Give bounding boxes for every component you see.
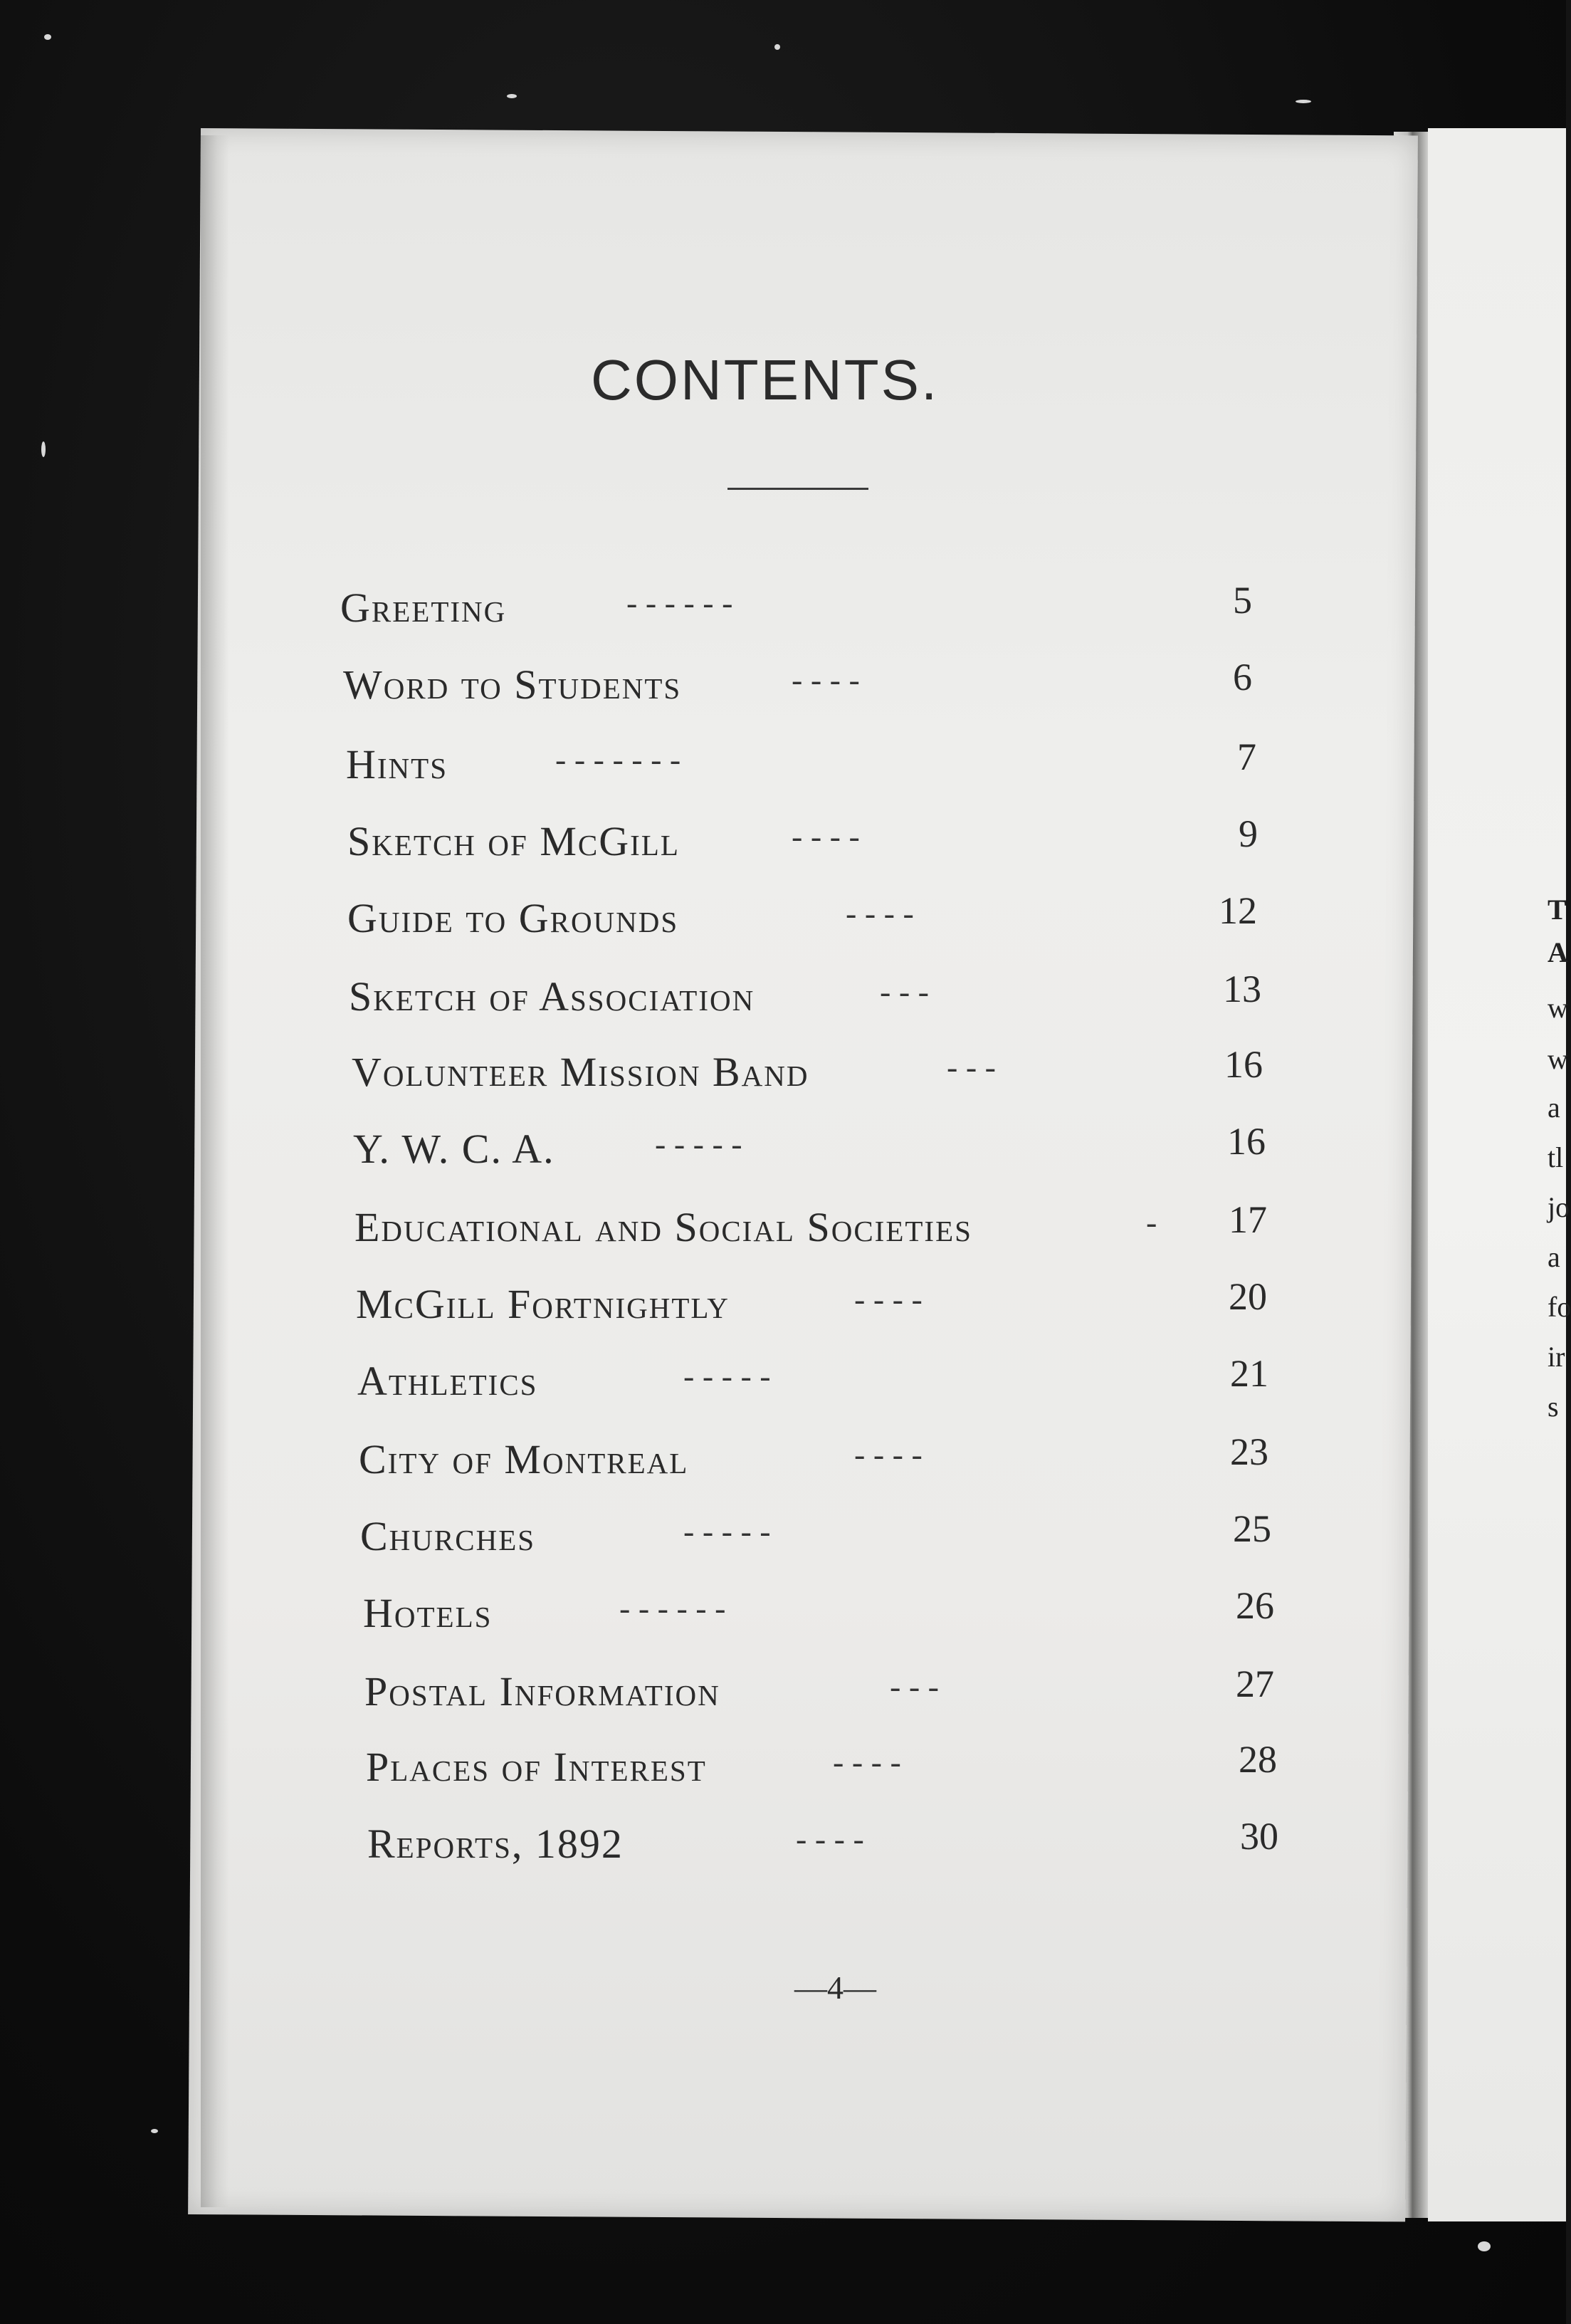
facing-page-fragment: w	[1548, 992, 1568, 1024]
contents-page	[188, 128, 1418, 2221]
toc-entry-page: 17	[1229, 1198, 1267, 1241]
toc-entry-title: Sketch of McGill	[347, 818, 680, 864]
toc-entry-title: Educational and Social Societies	[354, 1204, 972, 1250]
toc-entry	[352, 1043, 1348, 1095]
leader-dashes: - - -	[947, 1049, 996, 1085]
title-rule	[727, 488, 868, 490]
toc-entry	[359, 1430, 1355, 1482]
facing-page-fragment: ir	[1548, 1341, 1565, 1373]
toc-entry-page: 25	[1233, 1507, 1271, 1550]
leader-dashes: - - - -	[796, 1821, 864, 1857]
toc-entry	[343, 656, 1340, 708]
toc-entry-title: Guide to Grounds	[347, 895, 679, 941]
toc-entry-title: Athletics	[357, 1358, 538, 1404]
toc-entry-title: Hints	[346, 741, 448, 787]
toc-entry-page: 13	[1223, 968, 1261, 1010]
facing-page-fragment: A	[1548, 936, 1568, 968]
toc-entry-page: 6	[1233, 656, 1252, 698]
leader-dashes: - - - -	[833, 1744, 901, 1780]
dust-speck	[1478, 2241, 1491, 2251]
dust-speck	[151, 2129, 158, 2133]
page-title: CONTENTS.	[591, 348, 940, 412]
leader-dashes: - - - -	[854, 1281, 923, 1317]
toc-entry-page: 12	[1219, 889, 1257, 932]
toc-entry	[360, 1507, 1357, 1559]
leader-dashes: - - -	[890, 1668, 939, 1705]
page-edge-shadow	[201, 135, 229, 2207]
toc-entry	[363, 1584, 1360, 1636]
toc-entry-page: 7	[1237, 736, 1256, 778]
dust-speck	[507, 94, 517, 98]
toc-entry-title: Postal Information	[364, 1668, 720, 1715]
leader-dashes: - - - - -	[655, 1126, 742, 1162]
toc-entry-page: 16	[1227, 1120, 1266, 1163]
toc-entry-title: Churches	[360, 1513, 536, 1559]
toc-entry-title: McGill Fortnightly	[356, 1281, 730, 1327]
leader-dashes: - - - - -	[683, 1358, 771, 1394]
toc-entry-title: City of Montreal	[359, 1436, 689, 1482]
dust-speck	[774, 44, 780, 50]
facing-page-fragment: tl	[1548, 1141, 1564, 1173]
toc-entry-title: Reports, 1892	[367, 1821, 624, 1867]
facing-page-fragment: jo	[1548, 1191, 1570, 1223]
page-number: —4—	[794, 1969, 876, 2006]
leader-dashes: - - - - - -	[626, 585, 733, 621]
leader-dashes: - - - - - - -	[555, 741, 681, 778]
leader-dashes: - - - -	[854, 1436, 923, 1472]
toc-entry-title: Word to Students	[343, 661, 682, 708]
leader-dashes: - - - - -	[683, 1513, 771, 1549]
toc-entry-title: Greeting	[340, 585, 507, 631]
leader-dashes: - - - - - -	[619, 1590, 726, 1626]
facing-page-fragment: a	[1548, 1092, 1560, 1124]
toc-entry-title: Volunteer Mission Band	[352, 1049, 809, 1095]
toc-entry-page: 30	[1240, 1815, 1278, 1858]
toc-entry-page: 9	[1239, 812, 1258, 855]
dust-speck	[41, 441, 46, 457]
toc-entry-page: 16	[1224, 1043, 1263, 1086]
facing-page-fragment: s	[1548, 1391, 1559, 1423]
toc-entry-page: 27	[1236, 1663, 1274, 1705]
facing-page-fragment: T	[1548, 894, 1567, 926]
toc-entry	[347, 889, 1344, 941]
toc-entry	[367, 1815, 1364, 1867]
dust-speck	[1296, 100, 1311, 103]
toc-entry-page: 28	[1239, 1738, 1277, 1781]
toc-entry-page: 26	[1236, 1584, 1274, 1627]
toc-entry	[349, 968, 1345, 1020]
dust-speck	[44, 34, 51, 40]
facing-page	[1428, 128, 1566, 2221]
facing-page-fragment: w	[1548, 1043, 1568, 1075]
leader-dashes: - - -	[880, 973, 929, 1010]
toc-entry-page: 21	[1230, 1352, 1268, 1395]
toc-entry	[357, 1352, 1354, 1404]
toc-entry-title: Hotels	[363, 1590, 493, 1636]
toc-entry	[347, 812, 1344, 864]
toc-entry	[364, 1663, 1361, 1715]
toc-entry	[353, 1120, 1350, 1172]
leader-dashes: - - - -	[792, 818, 860, 854]
toc-entry-page: 23	[1230, 1430, 1268, 1473]
toc-entry	[354, 1198, 1351, 1250]
toc-entry	[366, 1738, 1362, 1790]
toc-entry-title: Places of Interest	[366, 1744, 707, 1790]
leader-dashes: - - - -	[792, 661, 860, 698]
leader-dashes: - - - -	[846, 895, 914, 931]
facing-page-fragment: a	[1548, 1241, 1560, 1273]
facing-page-fragment: fo	[1548, 1291, 1571, 1323]
toc-entry	[356, 1275, 1352, 1327]
toc-entry-title: Y. W. C. A.	[353, 1126, 555, 1172]
toc-entry-page: 5	[1233, 579, 1252, 622]
toc-entry-page: 20	[1229, 1275, 1267, 1318]
toc-entry	[340, 579, 1337, 631]
toc-entry	[346, 736, 1343, 787]
toc-entry-title: Sketch of Association	[349, 973, 755, 1020]
leader-dashes: -	[1146, 1204, 1157, 1240]
